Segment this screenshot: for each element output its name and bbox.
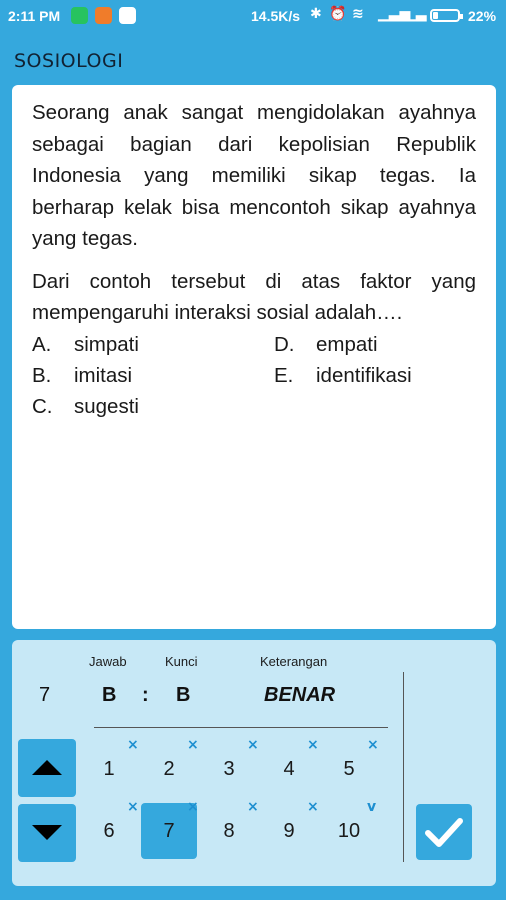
checkmark-icon [416,804,472,860]
signal-2-icon: ▁▃ [405,6,427,22]
option-text: sugesti [74,394,139,418]
question-number-3[interactable]: 3 [223,758,235,780]
option-key: E. [274,363,294,387]
option-e[interactable] [274,360,412,392]
correct-mark-icon: v [367,799,377,815]
header-answer: Jawab [89,654,127,669]
wrong-mark-icon: × [187,737,199,753]
question-number-6[interactable]: 6 [103,820,115,842]
next-button[interactable] [18,804,76,862]
wrong-mark-icon: × [247,799,259,815]
divider-vertical [403,672,404,862]
option-c[interactable] [32,391,139,423]
app-notification-icon [95,7,112,24]
network-speed: 14.5K/s [251,8,301,24]
wrong-mark-icon: × [247,737,259,753]
battery-fill [433,12,438,19]
option-text: empati [316,332,378,356]
header-note: Keterangan [260,654,328,669]
current-question-number: 7 [39,684,51,706]
submit-button[interactable] [416,804,472,860]
option-key: B. [32,363,52,387]
battery-percent: 22% [468,8,497,24]
wrong-mark-icon: × [307,737,319,753]
message-icon [119,7,136,24]
subject-title: SOSIOLOGI [14,50,124,72]
arrow-up-icon [32,760,62,775]
signal-icon: ▁▃▅ [378,6,411,22]
wrong-mark-icon: × [127,737,139,753]
question-number-5[interactable]: 5 [343,758,355,780]
wifi-icon: ≋ [352,6,364,22]
answer-separator: : [142,684,149,706]
user-answer: B [102,684,117,706]
divider [94,727,388,728]
option-key: A. [32,332,52,356]
previous-button[interactable] [18,739,76,797]
wrong-mark-icon: × [307,799,319,815]
wrong-mark-icon: × [187,799,199,815]
option-text: imitasi [74,363,133,387]
wrong-mark-icon: × [367,737,379,753]
option-b[interactable] [32,360,132,392]
option-text: simpati [74,332,139,356]
question-paragraph-1: Seorang anak sangat mengidolakan ayahnya sebagai bagian dari kepolisian Republik Indonesia yang memiliki sikap tegas. Ia berharap kelak bisa mencontoh sikap ayahnya yang tegas. [32,101,476,250]
answer-panel [12,640,496,886]
question-card [12,85,496,629]
bluetooth-icon: ✱ [310,6,322,22]
question-number-4[interactable]: 4 [283,758,295,780]
option-a[interactable] [32,329,139,361]
option-key: D. [274,332,295,356]
question-number-10[interactable]: 10 [337,820,361,842]
question-number-8[interactable]: 8 [223,820,235,842]
question-paragraph-2: Dari contoh tersebut di atas faktor yang mempengaruhi interaksi sosial adalah…. [32,269,476,324]
header-key: Kunci [165,654,198,669]
status-bar [0,0,506,32]
whatsapp-icon [71,7,88,24]
question-number-9[interactable]: 9 [283,820,295,842]
arrow-down-icon [32,825,62,840]
option-d[interactable] [274,329,378,361]
option-text: identifikasi [316,363,412,387]
question-number-2[interactable]: 2 [163,758,175,780]
wrong-mark-icon: × [127,799,139,815]
status-time: 2:11 PM [8,8,61,24]
alarm-icon: ⏰ [329,6,347,22]
option-key: C. [32,394,53,418]
battery-icon [430,9,460,22]
answer-key: B [176,684,191,706]
result-note: BENAR [264,684,336,706]
question-number-7[interactable]: 7 [141,803,197,859]
question-number-1[interactable]: 1 [103,758,115,780]
